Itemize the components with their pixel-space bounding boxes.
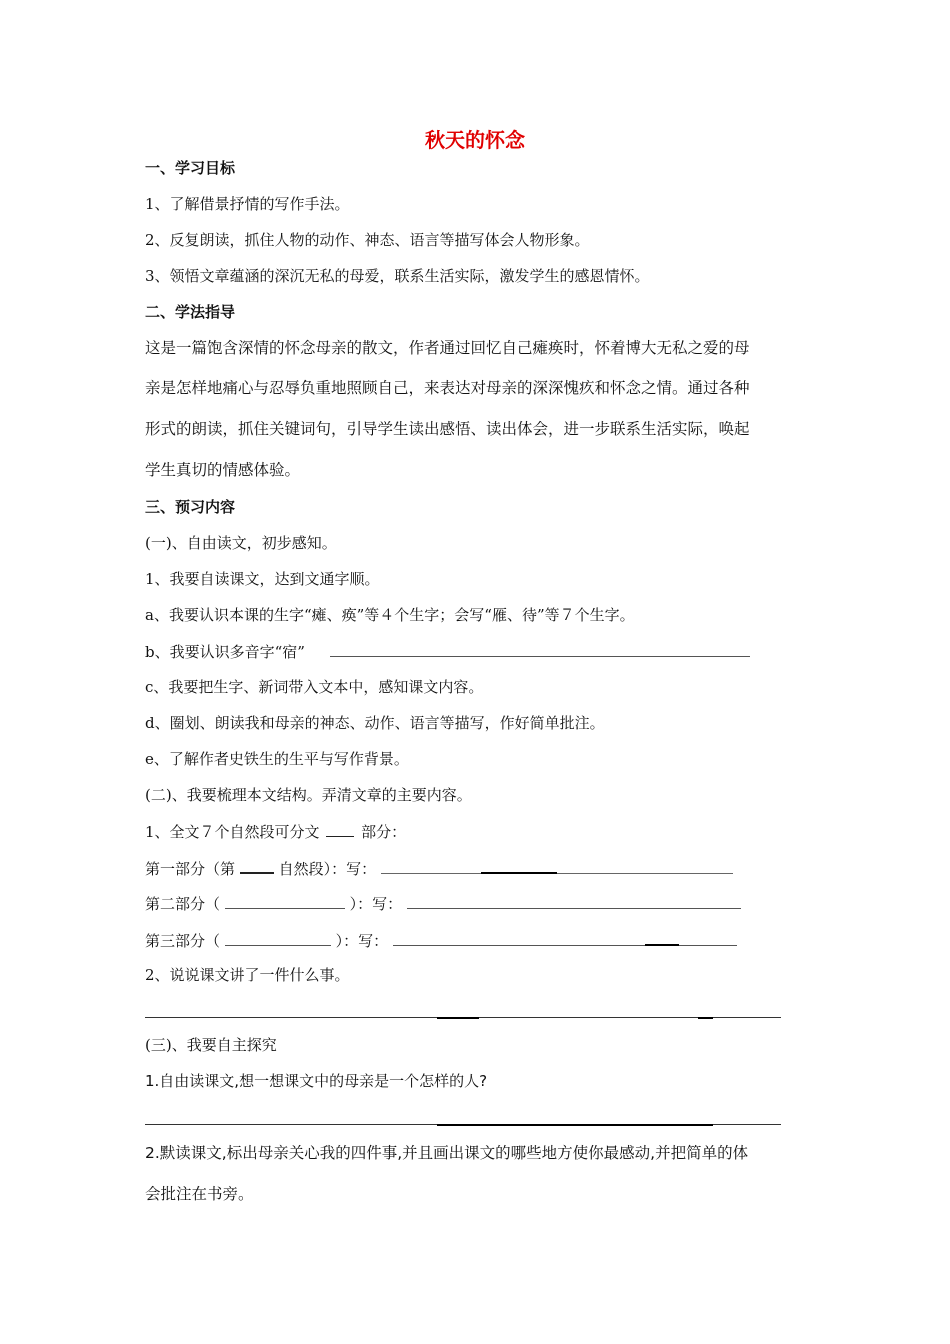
part-three-answer-blank-c[interactable] <box>679 930 737 946</box>
part-two-label: 第二部分（ <box>145 895 221 913</box>
part-three-answer-blank-b[interactable] <box>645 929 679 946</box>
answer-line[interactable] <box>145 1124 781 1125</box>
subsection-heading: (二)、我要梳理本文结构。弄清文章的主要内容。 <box>145 786 472 804</box>
part-three-label-mid: ）：写： <box>335 932 389 950</box>
part-count-blank[interactable] <box>326 821 354 837</box>
list-item: e、了解作者史铁生的生平与写作背景。 <box>145 750 409 768</box>
part-one-answer-blank-b[interactable] <box>481 857 557 874</box>
question-line: 2.默读课文,标出母亲关心我的四件事,并且画出课文的哪些地方使你最感动,并把简单的体 <box>145 1144 749 1162</box>
part-one-answer-blank-c[interactable] <box>557 858 733 874</box>
structure-question-suffix: 部分： <box>361 823 407 841</box>
part-three-answer-blank-a[interactable] <box>393 930 645 946</box>
section-heading-goals: 一、学习目标 <box>145 159 236 177</box>
part-one-label: 第一部分（第 <box>145 860 236 878</box>
section-heading-method: 二、学法指导 <box>145 303 236 321</box>
goal-item: 2、反复朗读，抓住人物的动作、神态、语言等描写体会人物形象。 <box>145 231 590 249</box>
paragraph-line: 这是一篇饱含深情的怀念母亲的散文，作者通过回忆自己瘫痪时，怀着博大无私之爱的母 <box>145 339 750 357</box>
answer-line[interactable] <box>145 1017 781 1018</box>
polyphone-label: b、我要认识多音字“宿” <box>145 643 305 661</box>
list-item: 2、说说课文讲了一件什么事。 <box>145 966 350 984</box>
question: 1.自由读课文,想一想课文中的母亲是一个怎样的人? <box>145 1072 488 1090</box>
part-two-answer-blank[interactable] <box>407 893 741 909</box>
part-two-row <box>145 893 741 914</box>
part-two-label-mid: ）：写： <box>349 895 403 913</box>
list-item: c、我要把生字、新词带入文本中，感知课文内容。 <box>145 678 484 696</box>
paragraph-line: 亲是怎样地痛心与忍辱负重地照顾自己，来表达对母亲的深深愧疚和怀念之情。通过各种 <box>145 379 750 397</box>
part-one-answer-blank-a[interactable] <box>381 858 481 874</box>
list-item: d、圈划、朗读我和母亲的神态、动作、语言等描写，作好简单批注。 <box>145 714 605 732</box>
part-one-row <box>145 857 733 879</box>
part-three-row <box>145 929 737 951</box>
subsection-heading: (三)、我要自主探究 <box>145 1036 277 1054</box>
list-item: 1、我要自读课文，达到文通字顺。 <box>145 570 380 588</box>
list-item-polyphone <box>145 641 750 662</box>
part-three-paragraph-blank[interactable] <box>225 930 331 946</box>
structure-question-text: 1、全文７个自然段可分文 <box>145 823 320 841</box>
structure-question <box>145 821 406 842</box>
question-line: 会批注在书旁。 <box>145 1185 254 1203</box>
part-three-label: 第三部分（ <box>145 932 221 950</box>
part-one-paragraph-blank[interactable] <box>240 857 274 874</box>
part-two-paragraph-blank[interactable] <box>225 893 345 909</box>
list-item: a、我要认识本课的生字“瘫、痪”等４个生字；会写“雁、待”等７个生字。 <box>145 606 635 624</box>
part-one-label-mid: 自然段）：写： <box>278 860 377 878</box>
goal-item: 3、领悟文章蕴涵的深沉无私的母爱，联系生活实际，激发学生的感恩情怀。 <box>145 267 650 285</box>
paragraph-line: 学生真切的情感体验。 <box>145 461 301 479</box>
polyphone-answer-blank[interactable] <box>330 641 750 657</box>
goal-item: 1、了解借景抒情的写作手法。 <box>145 195 350 213</box>
section-heading-preview: 三、预习内容 <box>145 498 236 516</box>
paragraph-line: 形式的朗读，抓住关键词句，引导学生读出感悟、读出体会，进一步联系生活实际，唤起 <box>145 420 750 438</box>
subsection-heading: (一)、自由读文，初步感知。 <box>145 534 337 552</box>
page-title: 秋天的怀念 <box>425 128 525 152</box>
